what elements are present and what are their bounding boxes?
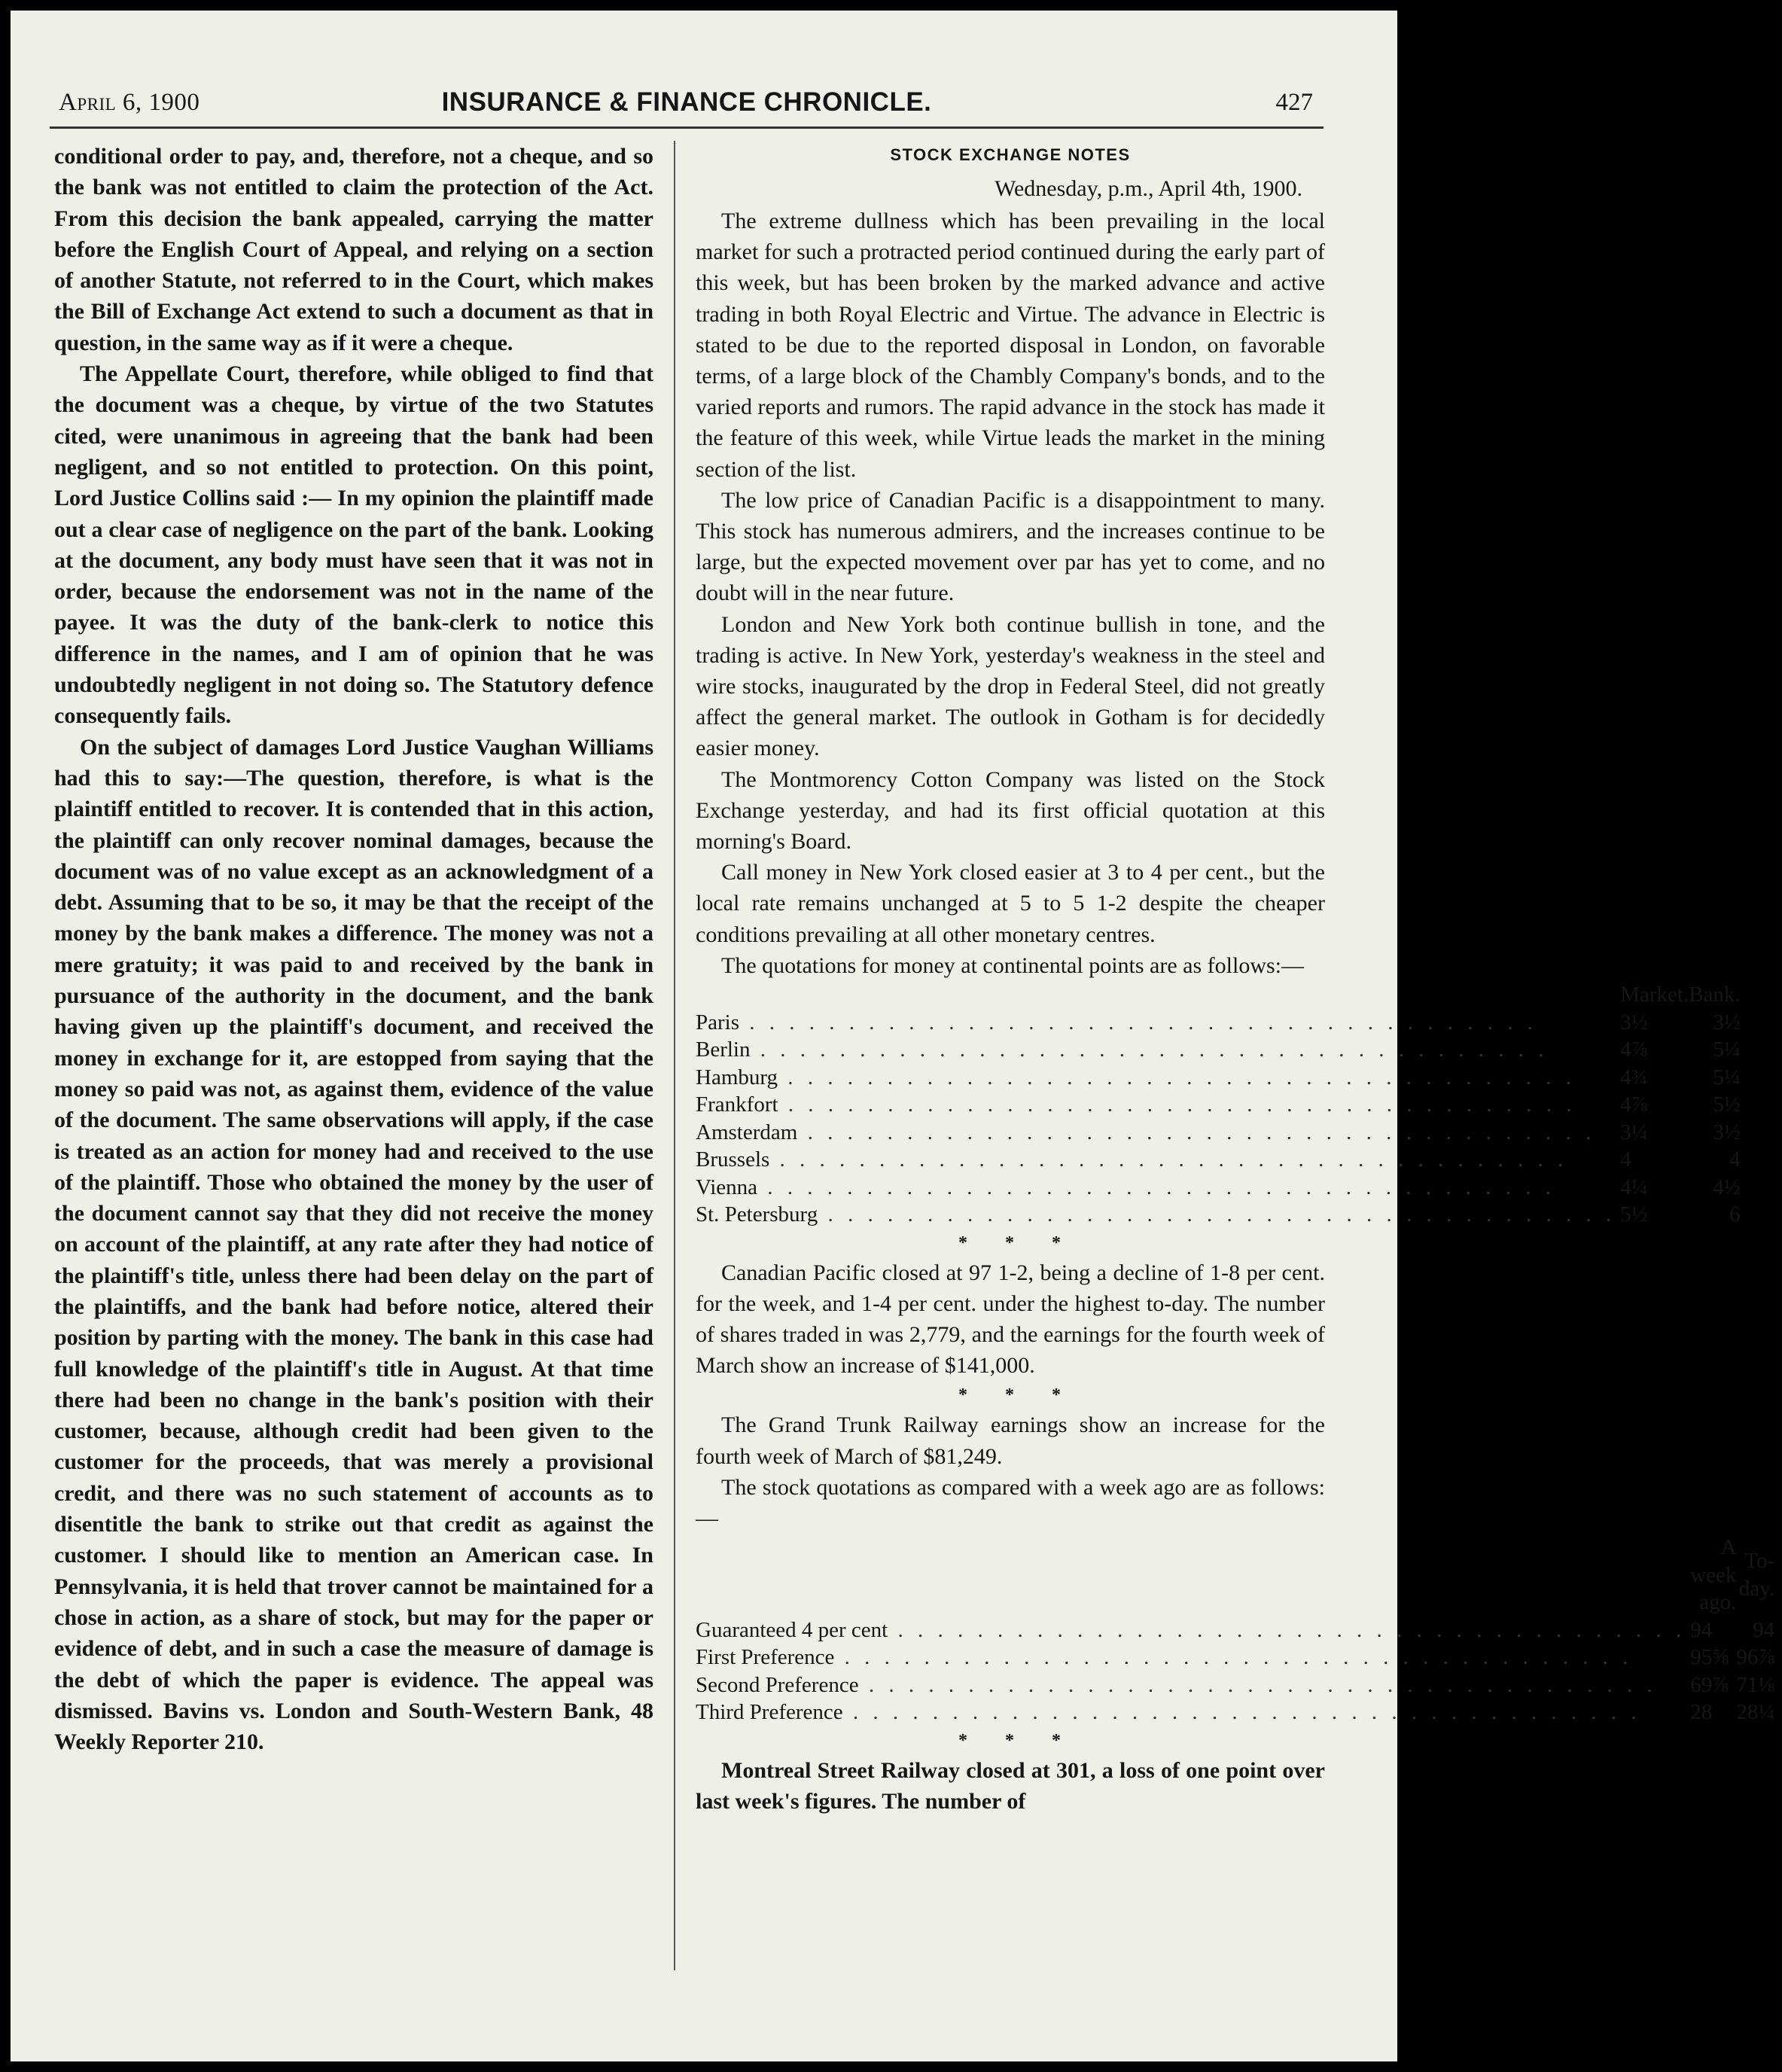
week-ago-header: A week ago.: [1690, 1535, 1737, 1615]
leader-dots: . . . . . . . . . . . . . . . . . . . . . . . . . . . . . . . . . . . . . . . .: [750, 1038, 1549, 1062]
section-title: STOCK EXCHANGE NOTES: [890, 145, 1131, 164]
leader-dots: . . . . . . . . . . . . . . . . . . . . . . . . . . . . . . . . . . . . . . . .: [842, 1700, 1641, 1725]
row-label: Berlin: [696, 1038, 751, 1062]
table-row: [696, 1699, 1782, 1726]
leader-dots: . . . . . . . . . . . . . . . . . . . . . . . . . . . . . . . . . . . . . . . .: [797, 1120, 1596, 1144]
right-column: [696, 141, 1775, 1817]
leader-dots: . . . . . . . . . . . . . . . . . . . . . . . . . . . . . . . . . . . . . . . .: [778, 1065, 1576, 1089]
row-label: Vienna: [696, 1175, 758, 1199]
row-value-1: 4⅞: [1620, 1092, 1648, 1117]
row-value-2: 96⅞: [1736, 1645, 1775, 1670]
table-row: [696, 1119, 1748, 1147]
row-value-2: 5¼: [1713, 1065, 1741, 1089]
row-value-2: 28¼: [1736, 1700, 1775, 1725]
right-paragraph-2: The low price of Canadian Pacific is a disappointment to many. This stock has numerous admirers, and the increases continue to be large, but the expected movement over par has yet to come, and no doubt will in the near future.: [696, 487, 1325, 606]
leader-dots: . . . . . . . . . . . . . . . . . . . . . . . . . . . . . . . . . . . . . . . .: [757, 1175, 1556, 1199]
bank-header: Bank.: [1689, 983, 1741, 1007]
row-value-1: 4¼: [1620, 1175, 1648, 1199]
row-value-1: 4¾: [1620, 1065, 1648, 1089]
separator-stars: * * *: [958, 1233, 1077, 1253]
row-value-1: 28: [1690, 1700, 1713, 1725]
row-value-1: 95⅝: [1690, 1645, 1729, 1670]
left-paragraph-1: conditional order to pay, and, therefore, not a cheque, and so the bank was not entitled to claim the protection of the Act. From this decision the bank appealed, carrying the matter before the English Court of Appeal, and relying on a section of another Statute, not referred to in the Court, which makes the Bill of Exchange Act extend to such a document as that in question, in the same way as if it were a cheque.: [54, 144, 653, 355]
row-value-1: 5½: [1620, 1202, 1648, 1227]
market-header: Market.: [1620, 983, 1689, 1007]
column-divider: [674, 141, 675, 1970]
leader-dots: . . . . . . . . . . . . . . . . . . . . . . . . . . . . . . . . . . . . . . . .: [858, 1672, 1657, 1697]
today-header: To-day.: [1738, 1549, 1775, 1601]
leader-dots: . . . . . . . . . . . . . . . . . . . . . . . . . . . . . . . . . . . . . . . .: [888, 1617, 1686, 1642]
row-value-2: 4½: [1713, 1175, 1741, 1199]
table-row: [696, 1201, 1748, 1229]
separator-stars: * * *: [958, 1730, 1077, 1751]
row-value-1: 94: [1690, 1617, 1713, 1642]
grand-trunk-paragraph: The Grand Trunk Railway earnings show an increase for the fourth week of March of $81,249.: [696, 1412, 1325, 1469]
table-row: [696, 1174, 1748, 1202]
row-label: First Preference: [696, 1645, 835, 1670]
newspaper-page: [11, 11, 1775, 2061]
row-value-2: 94: [1753, 1617, 1775, 1642]
row-value-1: 3¼: [1620, 1120, 1648, 1144]
row-value-1: 4: [1620, 1147, 1631, 1172]
row-value-2: 6: [1729, 1202, 1741, 1227]
row-value-1: 3½: [1620, 1010, 1648, 1034]
montreal-street-railway-paragraph: Montreal Street Railway closed at 301, a loss of one point over last week's figures. The number of: [696, 1757, 1325, 1814]
left-column: [54, 141, 653, 1757]
leader-dots: . . . . . . . . . . . . . . . . . . . . . . . . . . . . . . . . . . . . . . . .: [834, 1645, 1633, 1670]
dateline: Wednesday, p.m., April 4th, 1900.: [995, 176, 1302, 201]
leader-dots: . . . . . . . . . . . . . . . . . . . . . . . . . . . . . . . . . . . . . . . .: [739, 1010, 1537, 1034]
table-row: [696, 1036, 1748, 1064]
leader-dots: . . . . . . . . . . . . . . . . . . . . . . . . . . . . . . . . . . . . . . . .: [778, 1092, 1576, 1117]
right-paragraph-4: The Montmorency Cotton Company was listed on the Stock Exchange yesterday, and had its first official quotation at this morning's Board.: [696, 766, 1325, 855]
row-label: Third Preference: [696, 1700, 843, 1725]
row-value-2: 3½: [1713, 1120, 1741, 1144]
row-label: Hamburg: [696, 1065, 778, 1089]
row-value-1: 4⅞: [1620, 1038, 1648, 1062]
row-label: Second Preference: [696, 1672, 859, 1697]
leader-dots: . . . . . . . . . . . . . . . . . . . . . . . . . . . . . . . . . . . . . . . .: [818, 1202, 1616, 1227]
money-rates-header: [696, 981, 1748, 1009]
money-rates-table: [696, 981, 1748, 1229]
row-value-2: 4: [1729, 1147, 1741, 1172]
table-row: [696, 1091, 1748, 1119]
row-label: St. Petersburg: [696, 1202, 818, 1227]
row-label: Paris: [696, 1010, 739, 1034]
table-row: [696, 1616, 1782, 1644]
table-row: [696, 1671, 1782, 1699]
stock-quotes-intro: The stock quotations as compared with a week ago are as follows:—: [696, 1474, 1325, 1531]
row-value-2: 3½: [1713, 1010, 1741, 1034]
leader-dots: . . . . . . . . . . . . . . . . . . . . . . . . . . . . . . . . . . . . . . . .: [769, 1147, 1568, 1172]
table-row: [696, 1644, 1782, 1671]
separator-stars: * * *: [958, 1385, 1077, 1406]
publication-title: INSURANCE & FINANCE CHRONICLE.: [441, 87, 932, 117]
stock-quotes-table: [696, 1534, 1782, 1726]
issue-date: April 6, 1900: [59, 89, 200, 116]
row-label: Amsterdam: [696, 1120, 798, 1144]
row-value-2: 5¼: [1713, 1038, 1741, 1062]
page-header: [50, 80, 1324, 129]
left-paragraph-2: The Appellate Court, therefore, while obliged to find that the document was a cheque, by virtue of the two Statutes cited, were unanimous in agreeing that the bank had been negligent, and so not entitled to protection. On this point, Lord Justice Collins said :— In my opinion the plaintiff made out a clear case of negligence on the part of the bank. Looking at the document, any body must have seen that it was not in order, because the endorsement was not in the name of the payee. It was the duty of the bank-clerk to notice this difference in the names, and I am of opinion that he was undoubtedly negligent in not doing so. The Statutory defence consequently fails.: [54, 361, 653, 729]
row-value-2: 5½: [1713, 1092, 1741, 1117]
left-paragraph-3: On the subject of damages Lord Justice Vaughan Williams had this to say:—The question, therefore, is what is the plaintiff entitled to recover. It is contended that in this action, the plaintiff can only recover nominal damages, because the document was of no value except as an acknowledgment of a debt. Assuming that to be so, it may be that the receipt of the money by the bank makes a difference. The money was not a mere gratuity; it was paid to and received by the bank in pursuance of the authority in the document, and the bank having given up the plaintiff's document, and received the money in exchange for it, are estopped from saying that the money so paid was not, as against them, evidence of the value of the document. The same observations will apply, if the case is treated as an action for money had and received to the use of the plaintiff. Those who obtained the money by the user of the document cannot say that they did not receive the money on account of the plaintiff, at any rate after they had notice of the plaintiff's title, unless there had been delay on the part of the plaintiffs, and the bank had before notice, altered their position by parting with the money. The bank in this case had full knowledge of the plaintiff's title in August. At that time there had been no change in the bank's position with their customer, because, although credit had been given to the customer for the proceeds, that was merely a provisional credit, and there was no such statement of accounts as to disentitle the bank to strike out that credit as against the customer. I should like to mention an American case. In Pennsylvania, it is held that trover cannot be maintained for a chose in action, as a share of stock, but may for the paper or evidence of debt, and in such a case the measure of damage is the debt of which the paper is evidence. The appeal was dismissed. Bavins vs. London and South-Western Bank, 48 Weekly Reporter 210.: [54, 734, 653, 1755]
table-row: [696, 1009, 1748, 1037]
stock-quotes-header: [696, 1534, 1782, 1616]
right-paragraph-3: London and New York both continue bullish in tone, and the trading is active. In New York, yesterday's weakness in the steel and wire stocks, inaugurated by the drop in Federal Steel, did not greatly affect the general market. The outlook in Gotham is for decidedly easier money.: [696, 611, 1325, 761]
right-paragraph-5: Call money in New York closed easier at 3 to 4 per cent., but the local rate remains unchanged at 5 to 5 1-2 despite the cheaper conditions prevailing at all other monetary centres.: [696, 860, 1325, 947]
page-number: 427: [1275, 89, 1313, 116]
right-paragraph-1: The extreme dullness which has been prevailing in the local market for such a protracted period continued during the early part of this week, but has been broken by the marked advance and active trading in both Royal Electric and Virtue. The advance in Electric is stated to be due to the reported disposal in London, on favorable terms, of a large block of the Chambly Company's bonds, and to the varied reports and rumors. The rapid advance in the stock has made it the feature of this week, while Virtue leads the market in the mining section of the list.: [696, 209, 1325, 482]
canadian-pacific-paragraph: Canadian Pacific closed at 97 1-2, being a decline of 1-8 per cent. for the week, and 1-4 per cent. under the highest to-day. The number of shares traded in was 2,779, and the earnings for the fourth week of March show an increase of $141,000.: [696, 1260, 1325, 1379]
row-label: Guaranteed 4 per cent: [696, 1617, 888, 1642]
table-row: [696, 1064, 1748, 1092]
row-value-1: 69⅞: [1690, 1672, 1729, 1697]
row-label: Brussels: [696, 1147, 770, 1172]
table-row: [696, 1146, 1748, 1174]
row-label: Frankfort: [696, 1092, 778, 1117]
right-paragraph-6: The quotations for money at continental points are as follows:—: [721, 952, 1304, 978]
row-value-2: 71⅛: [1736, 1672, 1775, 1697]
